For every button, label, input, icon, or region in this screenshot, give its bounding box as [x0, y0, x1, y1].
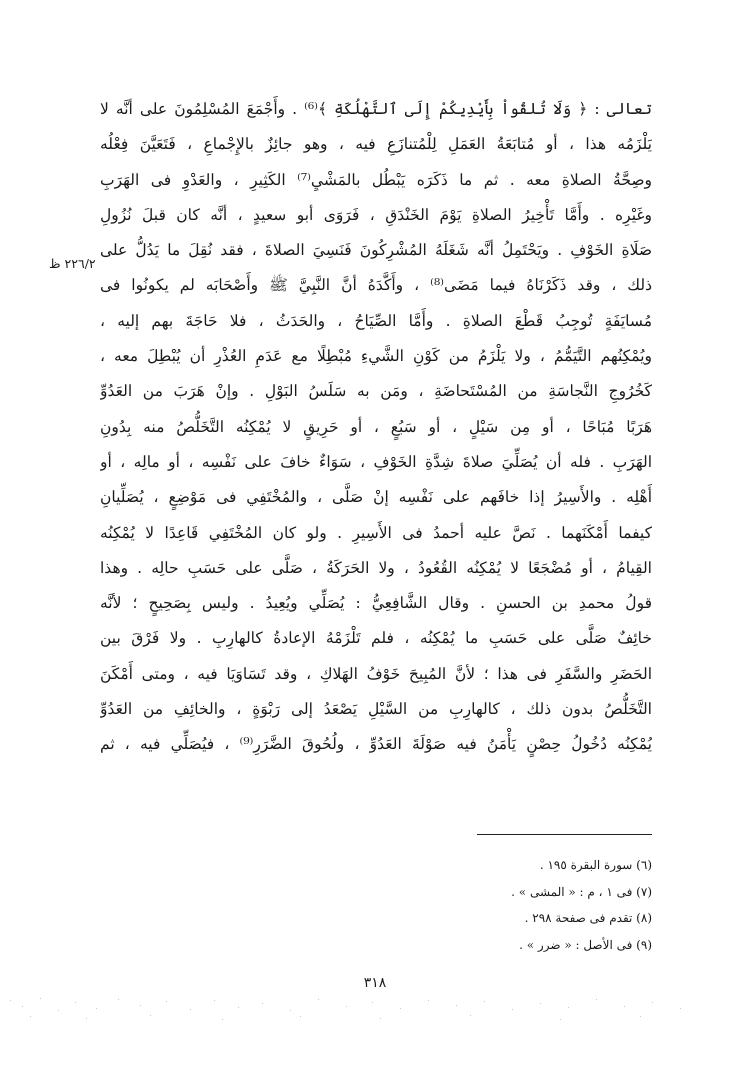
scan-noise — [0, 990, 750, 1089]
text-line: القِيامُ ، أو مُضْجَعًا لا يُمْكِنُه القُعُودُ ، ولا الحَرَكَةُ ، صَلَّى على حَسَبِ حالِه . وهذا — [100, 558, 652, 577]
text-line: صَلَاةِ الخَوْفِ . ويَحْتَمِلُ أنَّه شَغَلَهُ المُشْرِكُونَ فَنَسِيَ الصلاةَ ، فقد نُقِلَ ما يَدُلُّ على — [100, 241, 652, 260]
text-line: ويُمْكِنُهم التَّيَمُّمُ ، ولا يَلْزَمُ من كَوْنِ الشَّيءِ مُبْطِلًا مع عَدَمِ العُذْرِ أن يُبْطِلَ معه ، — [100, 347, 652, 366]
text-line: مُسايَفَةٍ تُوجِبُ قَطْعَ الصلاةِ . وأَمَّا الصِّيَاحُ ، والحَدَثُ ، فلا حَاجَةَ بهم إليه ، — [100, 311, 652, 330]
text-line: الهَرَبِ . فله أن يُصَلِّيَ صلاةَ شِدَّةِ الخَوْفِ ، سَوَاءٌ خافَ على نَفْسِه ، أو مالِه ، أو — [100, 452, 652, 471]
footnote-divider — [477, 834, 652, 835]
footnotes — [352, 852, 652, 958]
main-text-block — [100, 92, 652, 763]
text-line: يَلْزَمُه هذا ، أو مُتابَعَةُ العَمَلِ لِلْمُتنازَعِ فيه ، وهو جائِزٌ بالإِجْماعِ ، فَتَعَيَّنَ فِعْلُه — [100, 135, 652, 154]
footnote: (٨) تقدم فى صفحة ٢٩٨ . — [524, 911, 652, 925]
text-line: كَخُرُوجِ النَّجاسَةِ من المُسْتَحاضَةِ ، ومَن به سَلَسُ البَوْلِ . وإنْ هَرَبَ من العَدُوِّ — [100, 382, 652, 401]
text-line: التَّخَلُّصُ بدون ذلك ، كالهارِبِ من السَّيْلِ يَصْعَدُ إلى رَبْوَةٍ ، والخائِفِ من العَدُوِّ — [100, 700, 652, 719]
page-number: ٣١٨ — [363, 975, 387, 991]
text-line: وصِحَّةُ الصلاةِ معه . ثم ما ذَكَرَه يَبْطُل بالمَشْيِ⁽⁷⁾ الكَثِيرِ ، والعَدْوِ فى الهَرَبِ — [100, 170, 652, 189]
footnote: (٩) فى الأصل : « ضرر » . — [519, 937, 652, 952]
footnote: (٦) سورة البقرة ١٩٥ . — [539, 858, 652, 872]
text-line: وغَيْرِه . وأَمَّا تَأْخِيرُ الصلاةِ يَوْمَ الخَنْدَقِ ، فَرَوَى أبو سعيدٍ ، أنَّه كان قبلَ نُزُولِ — [100, 205, 652, 224]
text-line: يُمْكِنُه دُخُولُ حِصْنٍ يَأْمَنُ فيه صَوْلَةَ العَدُوِّ ، ولُحُوقَ الضَّرَرِ⁽⁹⁾ ، فيُصَلِّي فيه ، ثم — [100, 735, 652, 754]
text-line: الحَضَرِ والسَّفَرِ فى هذا ؛ لأنَّ المُبِيحَ خَوْفُ الهَلاكِ ، وقد تَسَاوَيَا فيه ، ومتى أَمْكَنَ — [100, 664, 652, 683]
text-line: كيفما أَمْكَنَهما . نَصَّ عليه أحمدُ فى الأَسِيرِ . ولو كان المُخْتَفِي قَاعِدًا لا يُمْكِنُه — [100, 523, 652, 542]
text-line: هَرَبًا مُبَاحًا ، أو مِن سَيْلٍ ، أو سَبُعٍ ، أو حَرِيقٍ لا يُمْكِنُه التَّخَلُّصُ منه بِدُونِ — [100, 417, 652, 436]
text-line: ذلك ، وقد ذَكَرْنَاهُ فيما مَضَى⁽⁸⁾ ، وأَكَّدَهُ أنَّ النَّبِيَّ ﷺ وأَصْحَابَه لم يكونُوا فى — [100, 276, 652, 295]
text-line: أَهْلِه . والأَسِيرُ إذا خافَهم على نَفْسِه إنْ صَلَّى ، والمُخْتَفِي فى مَوْضِعٍ ، يُصَلِّيانِ — [100, 488, 652, 507]
text-line: قولُ محمدِ بن الحسنِ . وقال الشَّافِعِيُّ : يُصَلِّي ويُعِيدُ . وليس بِصَحِيحٍ ؛ لأنَّه — [100, 594, 652, 613]
text-line: تعالى : ﴿ وَلَا تُلقُواْ بِأَيْدِيكُمْ إِلَى ٱلتَّهْلُكَةِ ﴾⁽⁶⁾ . وأَجْمَعَ المُسْلِمُونَ على أنَّه لا — [100, 100, 652, 118]
footnote: (٧) فى ١ ، م : « المشى » . — [511, 884, 652, 899]
text-line: خائِفٌ صَلَّى على حَسَبِ ما يُمْكِنُه ، فلم تَلْزَمْهُ الإعادةُ كالهارِبِ . ولا فَرْقَ بين — [100, 629, 652, 648]
marginal-folio-note: ٢٢٦/٢ ظ — [49, 256, 96, 271]
